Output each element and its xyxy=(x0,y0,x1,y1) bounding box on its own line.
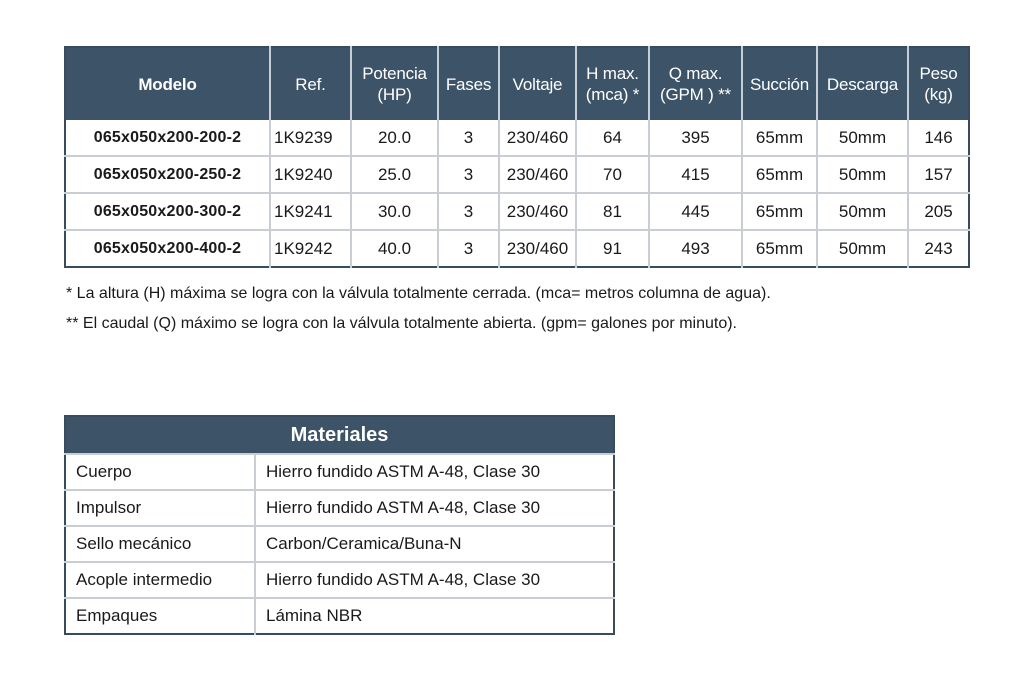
header-qmax-line2: (GPM ) ** xyxy=(660,85,731,104)
table-row xyxy=(65,490,614,526)
materials-title: Materiales xyxy=(65,416,614,454)
header-potencia-line1: Potencia xyxy=(362,64,427,83)
cell-descarga: 50mm xyxy=(817,230,908,267)
table-row xyxy=(65,156,969,193)
table-row xyxy=(65,562,614,598)
material-value: Lámina NBR xyxy=(255,598,614,634)
material-value: Carbon/Ceramica/Buna-N xyxy=(255,526,614,562)
cell-hmax: 64 xyxy=(576,120,649,156)
header-potencia-line2: (HP) xyxy=(377,85,412,104)
cell-succion: 65mm xyxy=(742,193,817,230)
cell-succion: 65mm xyxy=(742,230,817,267)
cell-peso: 146 xyxy=(924,127,953,147)
cell-descarga: 50mm xyxy=(817,193,908,230)
header-descarga: Descarga xyxy=(817,47,908,120)
cell-succion: 65mm xyxy=(742,156,817,193)
materials-table xyxy=(64,415,615,635)
header-hmax-line2: (mca) * xyxy=(585,85,640,104)
cell-qmax: 445 xyxy=(649,193,742,230)
cell-descarga: 50mm xyxy=(817,120,908,156)
material-label: Sello mecánico xyxy=(65,526,255,562)
cell-fases: 3 xyxy=(438,193,499,230)
table-row xyxy=(65,193,969,230)
cell-qmax: 415 xyxy=(649,156,742,193)
cell-hmax: 70 xyxy=(576,156,649,193)
table-row xyxy=(65,120,969,156)
cell-voltaje: 230/460 xyxy=(499,120,576,156)
cell-hmax: 81 xyxy=(576,193,649,230)
header-peso-line1: Peso xyxy=(919,64,958,83)
cell-modelo: 065x050x200-200-2 xyxy=(65,120,270,156)
footnote-flow: ** El caudal (Q) máximo se logra con la válvula totalmente abierta. (gpm= galones por minuto). xyxy=(66,315,737,332)
material-label: Empaques xyxy=(65,598,255,634)
header-voltaje: Voltaje xyxy=(499,47,576,120)
cell-potencia: 40.0 xyxy=(351,230,438,267)
cell-voltaje: 230/460 xyxy=(499,193,576,230)
header-succion: Succión xyxy=(742,47,817,120)
material-label: Cuerpo xyxy=(65,454,255,490)
table-row xyxy=(65,526,614,562)
material-value: Hierro fundido ASTM A-48, Clase 30 xyxy=(255,562,614,598)
cell-modelo: 065x050x200-400-2 xyxy=(65,230,270,267)
header-peso-line2: (kg) xyxy=(924,85,953,104)
header-hmax xyxy=(576,47,649,120)
cell-fases: 3 xyxy=(438,230,499,267)
cell-peso: 205 xyxy=(908,193,969,230)
material-value: Hierro fundido ASTM A-48, Clase 30 xyxy=(255,490,614,526)
cell-ref: 1K9241 xyxy=(270,193,351,230)
cell-potencia: 30.0 xyxy=(351,193,438,230)
specs-header-row xyxy=(65,47,969,120)
cell-peso: 157 xyxy=(908,156,969,193)
cell-peso: 243 xyxy=(908,230,969,267)
cell-voltaje: 230/460 xyxy=(499,230,576,267)
cell-modelo: 065x050x200-300-2 xyxy=(65,193,270,230)
table-row xyxy=(65,598,614,634)
cell-fases: 3 xyxy=(438,120,499,156)
cell-ref: 1K9242 xyxy=(270,230,351,267)
cell-succion: 65mm xyxy=(742,120,817,156)
table-row xyxy=(65,230,969,267)
header-qmax-line1: Q max. xyxy=(668,64,723,83)
material-label: Acople intermedio xyxy=(65,562,255,598)
cell-hmax: 91 xyxy=(576,230,649,267)
header-hmax-line1: H max. xyxy=(586,64,639,83)
material-label: Impulsor xyxy=(65,490,255,526)
footnote-head: * La altura (H) máxima se logra con la válvula totalmente cerrada. (mca= metros columna de agua). xyxy=(66,285,771,302)
cell-descarga: 50mm xyxy=(817,156,908,193)
header-modelo: Modelo xyxy=(65,47,270,120)
cell-potencia: 25.0 xyxy=(351,156,438,193)
cell-ref: 1K9240 xyxy=(270,156,351,193)
specs-table xyxy=(64,46,970,268)
header-ref: Ref. xyxy=(270,47,351,120)
header-qmax xyxy=(649,47,742,120)
cell-potencia: 20.0 xyxy=(351,120,438,156)
material-value: Hierro fundido ASTM A-48, Clase 30 xyxy=(255,454,614,490)
cell-modelo: 065x050x200-250-2 xyxy=(65,156,270,193)
materials-header-row xyxy=(65,416,614,454)
cell-qmax: 395 xyxy=(649,120,742,156)
cell-voltaje: 230/460 xyxy=(499,156,576,193)
cell-fases: 3 xyxy=(438,156,499,193)
header-fases: Fases xyxy=(438,47,499,120)
table-row xyxy=(65,454,614,490)
header-potencia xyxy=(351,47,438,120)
cell-qmax: 493 xyxy=(649,230,742,267)
header-peso xyxy=(908,47,969,120)
cell-ref: 1K9239 xyxy=(270,120,351,156)
